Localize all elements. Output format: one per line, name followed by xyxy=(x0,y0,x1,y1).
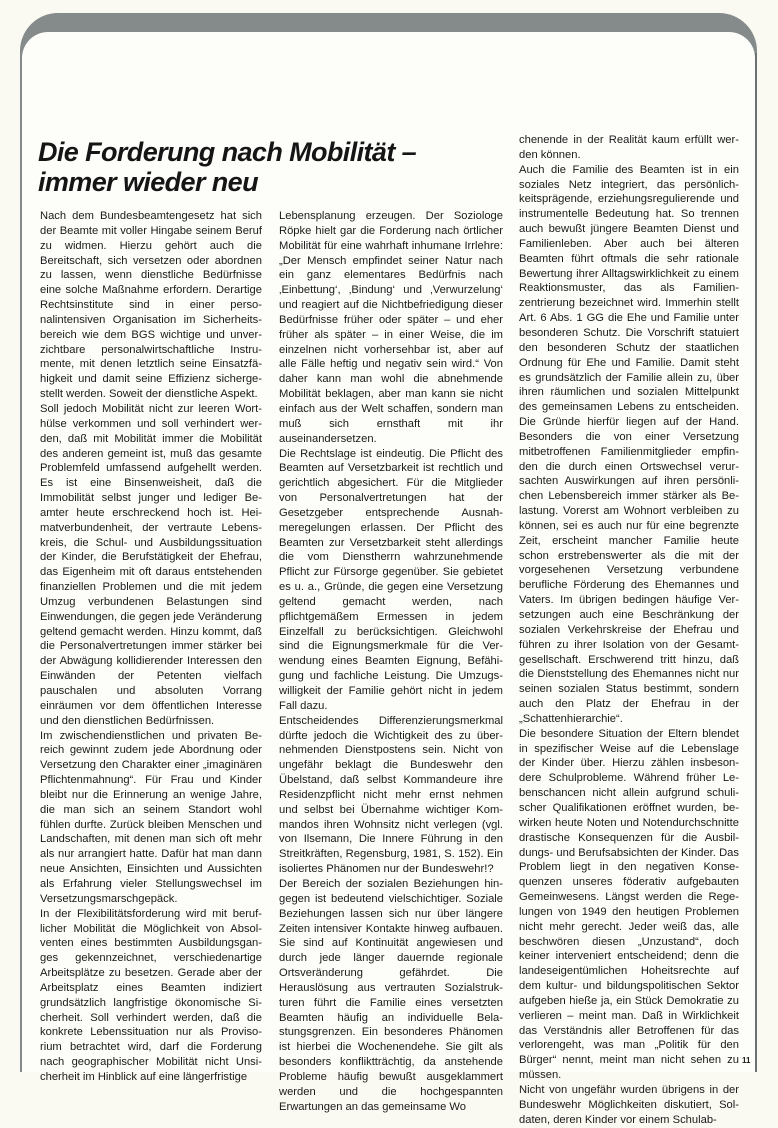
paragraph: In der Flexibilitätsforderung wird mit beruflicher Mobilität die Möglichkeit von Absolventen eines bestimmten Ausbildungsganges gekennzeichnet, verschiedenartige Arbeitsplätze zu besetzen. Gerade aber der Arbeitsplatz eines Beamten indiziert grundsätzlich langfristige ökonomische Sicherheit. Soll verhindert werden, daß die konkrete Lebenssituation nur als Provisorium betrachtet wird, darf die Forderung nach geographischer Mobilität nicht Unsicherheit im Hinblick auf eine längerfristige xyxy=(40,907,262,1083)
paragraph: Die besondere Situation der Eltern blendet in spezifischer Weise auf die Lebenslage der Kinder über. Hierzu zählen insbesondere Schulprobleme. Während früher Lebenschancen nicht allein aufgrund schulischer Qualifikationen eröffnet wurden, bewirken heute Noten und Notendurchschnitte drastische Konsequenzen für die Ausbildungs- und Berufsabsichten der Kinder. Das Problem liegt in den negativen Konsequenzen unseres föderativ aufgebauten Gemeinwesens. Längst werden die Regelungen von 1949 den heutigen Problemen nicht mehr gerecht. Jeder weiß das, alle beschwören diesen „Unzustand“, doch keiner interveniert entscheidend; denn die landeseigentümlichen Hoheitsrechte auf dem kultur- und bildungspolitischen Sektor aufgeben hieße ja, ein Stück Demokratie zu verlieren – meint man. Daß in Wirklichkeit das Verständnis aller Betroffenen für das verlorengeht, was man „Politik für den Bürger“ nennt, meint man nicht sehen zu müssen. xyxy=(519,727,739,1082)
paragraph: Lebensplanung erzeugen. Der Soziologe Röpke hielt gar die Forderung nach örtlicher Mobilität für eine wahrhaft inhumane Irrlehre: „Der Mensch empfindet seiner Natur nach ein ganz elementares Bedürfnis nach ‚Einbettung‘, ‚Bindung‘ und ‚Verwurzelung‘ und reagiert auf die Nichtbefriedigung dieser Bedürfnisse früher oder später – und eher früher als später – in einer Weise, die im einzelnen nicht vorhersehbar ist, aber auf alle Fälle heftig und negativ sein wird.“ Von daher kann man wohl die abnehmende Mobilität beklagen, aber man kann sie nicht einfach aus der Welt schaffen, sondern man muß sich ernsthaft mit ihr auseinandersetzen. xyxy=(279,210,503,445)
paragraph: Im zwischendienstlichen und privaten Bereich gewinnt zudem jede Abordnung oder Versetzung den Charakter einer „imaginären Pflichtenmahnung“. Für Frau und Kinder bleibt nur die Erinnerung an wenige Jahre, die man sich an seinem Standort wohl fühlen durfte. Zurück bleiben Menschen und Landschaften, mit denen man sich oft mehr als nur arrangiert hatte. Dafür hat man dann neue Ansichten, Einsichten und Aussichten als Erfahrung vieler Stellungswechsel im Versetzungsmarschgepäck. xyxy=(40,729,262,905)
paragraph: Entscheidendes Differenzierungsmerkmal dürfte jedoch die Wichtigkeit des zu übernehmenden Dienstpostens sein. Nicht von ungefähr beklagt die Bundeswehr den Übelstand, daß selbst Kommandeure ihre Residenzpflicht nicht mehr ernst nehmen und selbst bei Übernahme wichtiger Kommandos ihren Wohnsitz nicht verlegen (vgl. von Ilsemann, Die Innere Führung in den Streitkräften, Regensburg, 1981, S. 152). Ein isoliertes Phänomen nur der Bundeswehr!? xyxy=(279,714,503,876)
frame-right-rule xyxy=(755,53,757,1072)
paragraph: Die Rechtslage ist eindeutig. Die Pflicht des Beamten auf Versetzbarkeit ist rechtlich und gerichtlich abgesichert. Für die Mitglieder von Personalvertretungen hat der Gesetzgeber entsprechende Ausnahmeregelungen erlassen. Der Pflicht des Beamten zur Versetzbarkeit steht allerdings die vom Dienstherrn wahrzunehmende Pflicht zur Fürsorge gegenüber. Sie gebietet es u. a., Gründe, die gegen eine Versetzung geltend gemacht werden, nach pflichtgemäßem Ermessen in jedem Einzelfall zu berücksichtigen. Gleichwohl sind die Eignungsmerkmale für die Verwendung eines Beamten Eignung, Befähigung und fachliche Leistung. Die Umzugswilligkeit der Familie gehört nicht in jedem Fall dazu. xyxy=(279,447,503,712)
page-number: 11 xyxy=(742,1056,751,1065)
text-column-2 xyxy=(279,209,503,1114)
text-column-1 xyxy=(40,209,262,1085)
frame-left-rule xyxy=(20,53,22,1072)
paragraph: Soll jedoch Mobilität nicht zur leeren Worthülse verkommen und soll verhindert werden, daß mit Mobilität immer die Mobilität des anderen gemeint ist, muß das gesamte Problemfeld umfassend aufgehellt werden. Es ist eine Binsenweisheit, daß die Immobilität selbst junger und lediger Beamter heute erschreckend hoch ist. Heimatverbundenheit, der vertraute Lebenskreis, die Schul- und Ausbildungssituation der Kinder, die Berufstätigkeit der Ehefrau, das Eigenheim mit oft daraus entstehenden finanziellen Problemen und die mit jedem Umzug verbundenen Belastungen sind Einwendungen, die gegen jede Veränderung geltend gemacht werden. Hinzu kommt, daß die Personalvertretungen immer stärker bei der Abwägung kollidierender Interessen den Einwänden der Petenten vielfach pauschalen und absoluten Vorrang einräumen vor dem öffentlichen Interesse und den dienstlichen Bedürfnissen. xyxy=(40,402,262,727)
paragraph: Nach dem Bundesbeamtengesetz hat sich der Beamte mit voller Hingabe seinem Beruf zu widmen. Hierzu gehört auch die Bereitschaft, sich versetzen oder abordnen zu lassen, wenn dienstliche Bedürfnisse eine solche Maßnahme erfordern. Derartige Rechtsinstitute sind in einer personalintensiven Organisation im Sicherheitsbereich wie dem BGS wichtige und unverzichtbare personalwirtschaftliche Instrumente, mit denen letztlich seine Einsatzfähigkeit und damit seine Effizienz sichergestellt werden. Soweit der dienstliche Aspekt. xyxy=(40,210,262,401)
article-title xyxy=(38,137,478,197)
text-column-3 xyxy=(519,133,739,1128)
article-title-line2: immer wieder neu xyxy=(38,167,258,197)
paragraph: Der Bereich der sozialen Beziehungen hingegen ist bedeutend vielschichtiger. Soziale Beziehungen lassen sich nur über längere Zeiten intensiver Kontakte hinweg aufbauen. Sie sind auf Kontinuität angewiesen und durch jede länger dauernde regionale Ortsveränderung gefährdet. Die Herauslösung aus vertrauten Sozialstrukturen führt die Familie eines versetzten Beamten häufig an individuelle Belastungsgrenzen. Ein besonderes Phänomen ist hierbei die Wochenendehe. Sie gilt als besonders konfliktträchtig, da anstehende Probleme häufig bewußt ausgeklammert werden und die hochgespannten Erwartungen an das gemeinsame Wo xyxy=(279,877,503,1113)
article-title-line1: Die Forderung nach Mobilität – xyxy=(38,137,417,167)
paragraph: chenende in der Realität kaum erfüllt werden können. xyxy=(519,134,739,161)
paragraph: Auch die Familie des Beamten ist in ein soziales Netz integriert, das persönlichkeitsprägende, erziehungsregulierende und instrumentelle Bedeutung hat. So trennen auch bewußt jüngere Beamten Dienst und Familienleben. Aber auch bei älteren Beamten führt oftmals die sehr rationale Bewertung ihrer Alltagswirklichkeit zu einem Reaktionsmuster, das als Familienzentrierung bezeichnet wird. Immerhin stellt Art. 6 Abs. 1 GG die Ehe und Familie unter besonderen Schutz. Die Vorschrift statuiert den besonderen Schutz der staatlichen Ordnung für Ehe und Familie. Damit steht es grundsätzlich der Familie allein zu, über ihren räumlichen und sozialen Mittelpunkt des gemeinsamen Lebens zu entscheiden. Die Gründe hierfür liegen auf der Hand. Besonders die von einer Versetzung mitbetroffenen Familienmitglieder empfinden die durch einen Ortswechsel verursachten Auswirkungen auf ihren persönlichen Lebensbereich immer stärker als Belastung. Vorerst am Wohnort verbleiben zu können, sei es auch nur für eine begrenzte Zeit, erscheint mancher Familie heute schon erstrebenswerter als die mit der vorgesehenen Versetzung verbundene berufliche Förderung des Ehemannes und Vaters. Im übrigen bedingen häufige Versetzungen auch eine Beschränkung der sozialen Verkehrskreise der Ehefrau und führen zu ihrer Isolation von der Gesamtgesellschaft. Erschwerend tritt hinzu, daß die Dienststellung des Ehemannes nicht nur seinen sozialen Status bestimmt, sondern auch den Platz der Ehefrau in der „Schattenhierarchie“. xyxy=(519,163,739,725)
paragraph: Nicht von ungefähr wurden übrigens in der Bundeswehr Möglichkeiten diskutiert, Soldaten, deren Kinder vor einem Schulab- xyxy=(519,1084,739,1126)
